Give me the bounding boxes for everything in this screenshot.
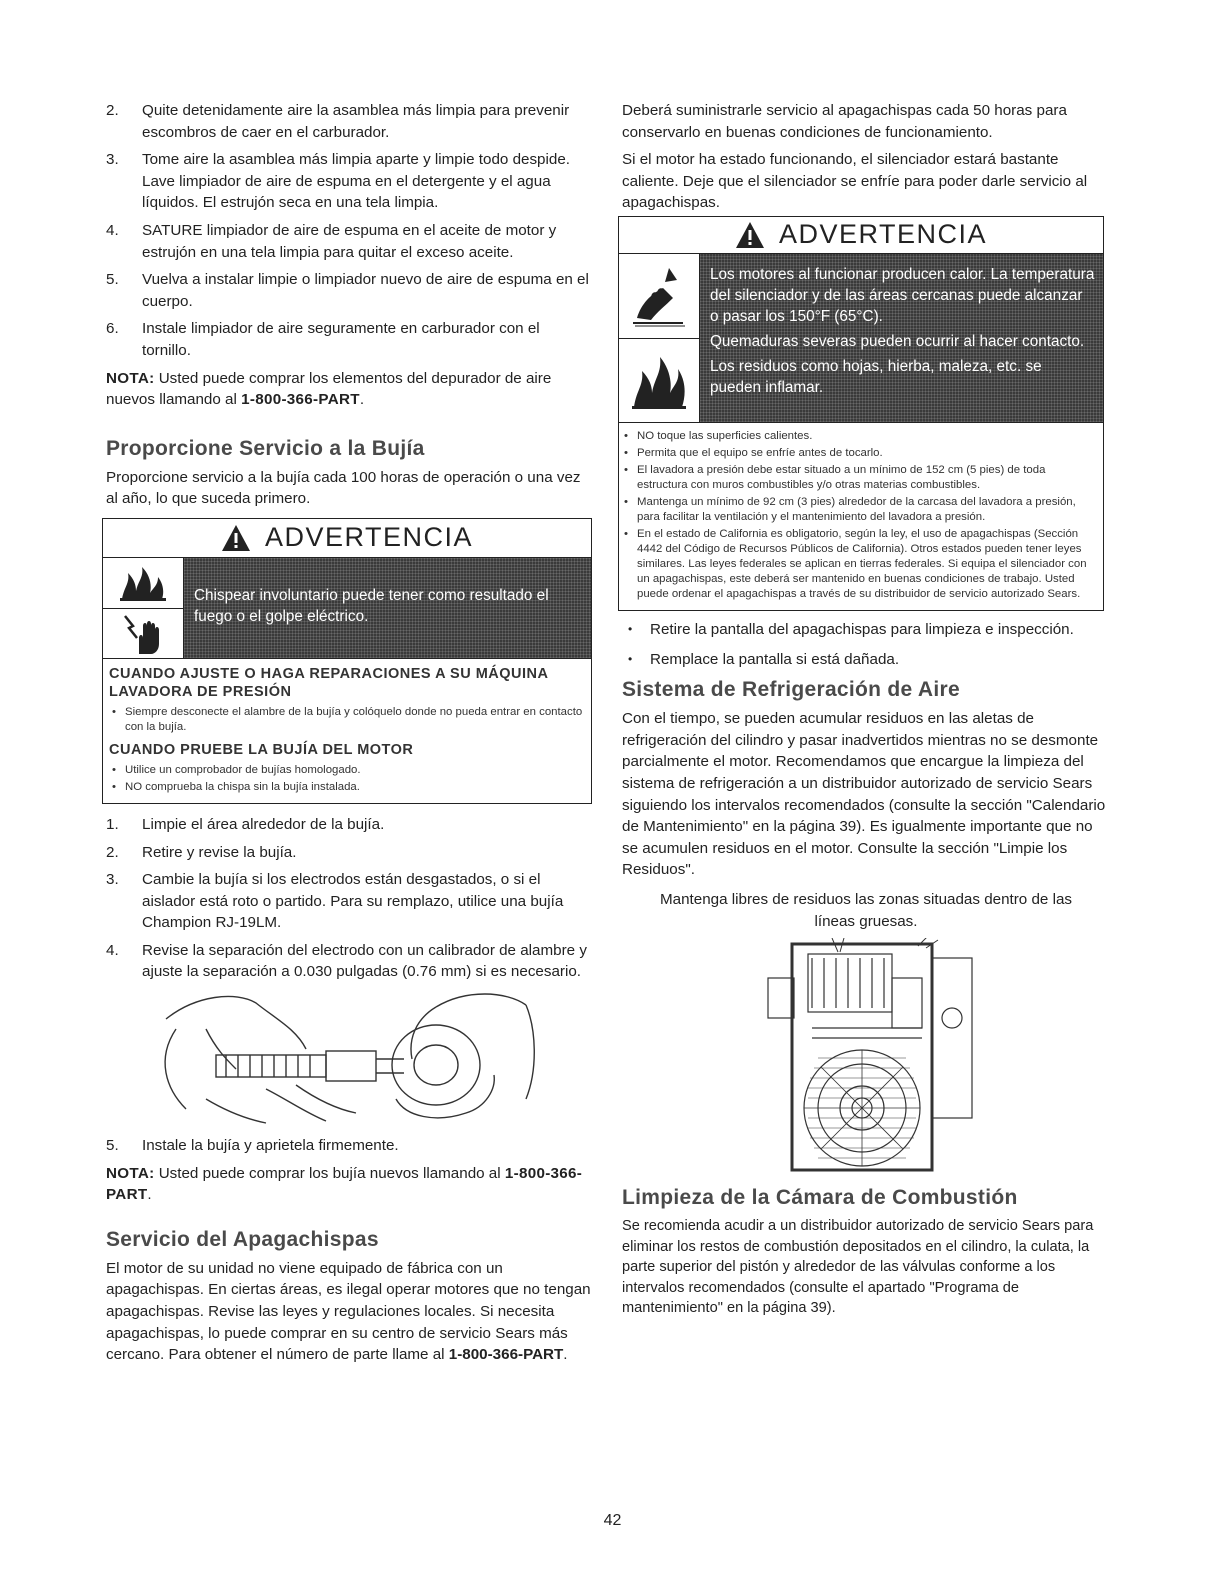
right-column <box>622 100 1110 1319</box>
list-item: 2. Quite detenidamente aire la asamblea más limpia para prevenir escombros de caer en el carburador. <box>106 102 570 141</box>
left-column <box>106 100 592 1366</box>
list-item: • NO comprueba la chispa sin la bujía instalada. <box>109 780 583 795</box>
engine-cooling-illustration <box>752 938 1012 1174</box>
list-item: 3. Cambie la bujía si los electrodos están desgastados, o si el aislador está roto o partido. Para su remplazo, utilice una bujía Champion RJ-19LM. <box>106 871 564 932</box>
note-spark-plug: NOTA: Usted puede comprar los bujía nuevos llamando al 1-800-366-PART. <box>106 1164 583 1204</box>
section-title-combustion-chamber: Limpieza de la Cámara de Combustión <box>622 1186 1018 1210</box>
list-item: 4. SATURE limpiador de aire de espuma en el aceite de motor y estrujón en una tela limpia para quitar el exceso aceite. <box>106 221 557 261</box>
warning-message-panel <box>700 254 1103 422</box>
warning-bullets <box>621 429 1093 602</box>
flammable-fire-icon <box>630 351 688 411</box>
list-item: 6. Instale limpiador de aire seguramente en carburador con el tornillo. <box>106 320 540 359</box>
list-item: • Siempre desconecte el alambre de la bujía y colóquelo donde no pueda entrar en contacto con la bujía. <box>109 705 583 735</box>
list-item: • Utilice un comprobador de bujías homologado. <box>109 763 583 778</box>
list-item: • Mantenga un mínimo de 92 cm (3 pies) alrededor de la carcasa del lavadora a presión, para facilitar la ventilación y el mantenimiento del lavadora a presión. <box>621 495 1093 525</box>
spark-plug-steps <box>106 814 592 983</box>
warning-box-heat <box>618 216 1104 611</box>
list-item: • Permita que el equipo se enfríe antes de tocarlo. <box>621 446 1093 461</box>
note-air-filter: NOTA: Usted puede comprar los elementos del depurador de aire nuevos llamando al 1-800-366-PART. <box>106 369 552 409</box>
section-title-air-cooling: Sistema de Refrigeración de Aire <box>622 678 960 702</box>
spark-arrester-text: El motor de su unidad no viene equipado de fábrica con un apagachispas. En ciertas áreas, es ilegal operar motores que no tengan apagachispas. Revise las leyes y regulaciones locales. Si necesita apagachispas, lo puede comprar en su centro de servicio Sears más cercano. Para obtener el número de parte llame al 1-800-366-PART. <box>106 1259 591 1364</box>
warning-triangle-icon <box>735 221 765 249</box>
warning-triangle-icon <box>221 524 251 552</box>
list-item: 5. Instale la bujía y aprietela firmemente. <box>106 1137 399 1155</box>
hand-burn-icon <box>629 264 689 328</box>
warning-message: Chispear involuntario puede tener como resultado el fuego o el golpe eléctrico. <box>194 586 549 625</box>
warning-title: ADVERTENCIA <box>264 522 474 553</box>
warning-message: Quemaduras severas pueden ocurrir al hacer contacto. <box>710 332 1085 350</box>
list-item: 2. Retire y revise la bujía. <box>106 843 297 861</box>
list-item: 5. Vuelva a instalar limpie o limpiador nuevo de aire de espuma en el cuerpo. <box>106 271 589 310</box>
warning-message: Los residuos como hojas, hierba, maleza, etc. se pueden inflamar. <box>710 357 1042 396</box>
warning-box-spark <box>102 518 592 804</box>
spark-arrester-interval: Deberá suministrarle servicio al apagachispas cada 50 horas para conservarlo en buenas condiciones de funcionamiento. <box>622 102 1067 141</box>
warning-header <box>619 217 1103 254</box>
page-number: 42 <box>603 1512 622 1529</box>
section-title-spark-plug: Proporcione Servicio a la Bujía <box>106 436 425 460</box>
air-cleaner-steps <box>106 100 592 362</box>
warning-header <box>103 519 591 558</box>
list-item: 4. Revise la separación del electrodo con un calibrador de alambre y ajuste la separación a 0.030 pulgadas (0.76 mm) si es necesario. <box>106 941 587 981</box>
fire-icon <box>116 563 170 603</box>
list-item: • Remplace la pantalla si está dañada. <box>622 649 1110 671</box>
warning-subheading: CUANDO PRUEBE LA BUJÍA DEL MOTOR <box>109 741 414 758</box>
spark-arrester-bullets <box>622 619 1110 670</box>
section-title-spark-arrester: Servicio del Apagachispas <box>106 1227 379 1251</box>
list-item: • NO toque las superficies calientes. <box>621 429 1093 444</box>
air-cooling-text: Con el tiempo, se pueden acumular residuos en las aletas de refrigeración del cilindro y pasar inadvertidos mientras no se desmonte parcialmente el motor. Recomendamos que encargue la limpieza del sistema de refrigeración a un distribuidor autorizado de servicio Sears siguiendo los intervalos recomendados (consulte la sección "Calendario de Mantenimiento" en la página 39). Es igualmente importante que no se acumulen residuos en el motor. Consulte la sección "Limpie los Residuos". <box>622 710 1106 879</box>
list-item: • En el estado de California es obligatorio, según la ley, el uso de apagachispas (Sección 4442 del Código de Recursos Públicos de California). Otros estados pueden tener leyes similares. Las leyes federales se aplican en tierras federales. Si equipa el silenciador con un apagachispas, este deberá ser mantenido en buenas condiciones de trabajo. Usted puede ordenar el apagachispas a través de su distribuidor de servicio autorizado Sears. <box>621 527 1093 602</box>
combustion-chamber-text: Se recomienda acudir a un distribuidor autorizado de servicio Sears para eliminar los restos de combustión depositados en el cilindro, la culata, la parte superior del pistón y alrededor de las válvulas conforme a los intervalos recomendados (consulte el apartado "Programa de mantenimiento" en la página 39). <box>622 1218 1094 1317</box>
spark-plug-intro: Proporcione servicio a la bujía cada 100 horas de operación o una vez al año, lo que suceda primero. <box>106 468 581 508</box>
list-item: • El lavadora a presión debe estar situado a un mínimo de 152 cm (5 pies) de toda estructura con muros combustibles y/o otras materias combustibles. <box>621 463 1093 493</box>
warning-title: ADVERTENCIA <box>778 219 988 250</box>
list-item: • Retire la pantalla del apagachispas para limpieza e inspección. <box>622 619 1110 641</box>
list-item: 3. Tome aire la asamblea más limpia aparte y limpie todo despide. Lave limpiador de aire de espuma en el detergente y el agua líquidos. El estrujón seca en una tela limpia. <box>106 151 570 212</box>
warning-subheading: CUANDO AJUSTE O HAGA REPARACIONES A SU MÁQUINA LAVADORA DE PRESIÓN <box>109 665 548 700</box>
electric-shock-hand-icon <box>121 612 165 656</box>
warning-message-panel <box>184 558 591 658</box>
warning-message: Los motores al funcionar producen calor. La temperatura del silenciador y de las áreas cercanas puede alcanzar o pasar los 150°F (65°C). <box>710 265 1095 325</box>
spark-plug-gap-illustration <box>146 989 546 1129</box>
illustration-caption: Mantenga libres de residuos las zonas situadas dentro de las líneas gruesas. <box>660 890 1072 930</box>
muffler-hot-text: Si el motor ha estado funcionando, el silenciador estará bastante caliente. Deje que el silenciador se enfríe para poder darle servicio al apagachispas. <box>622 151 1088 212</box>
list-item: 1. Limpie el área alrededor de la bujía. <box>106 815 385 833</box>
